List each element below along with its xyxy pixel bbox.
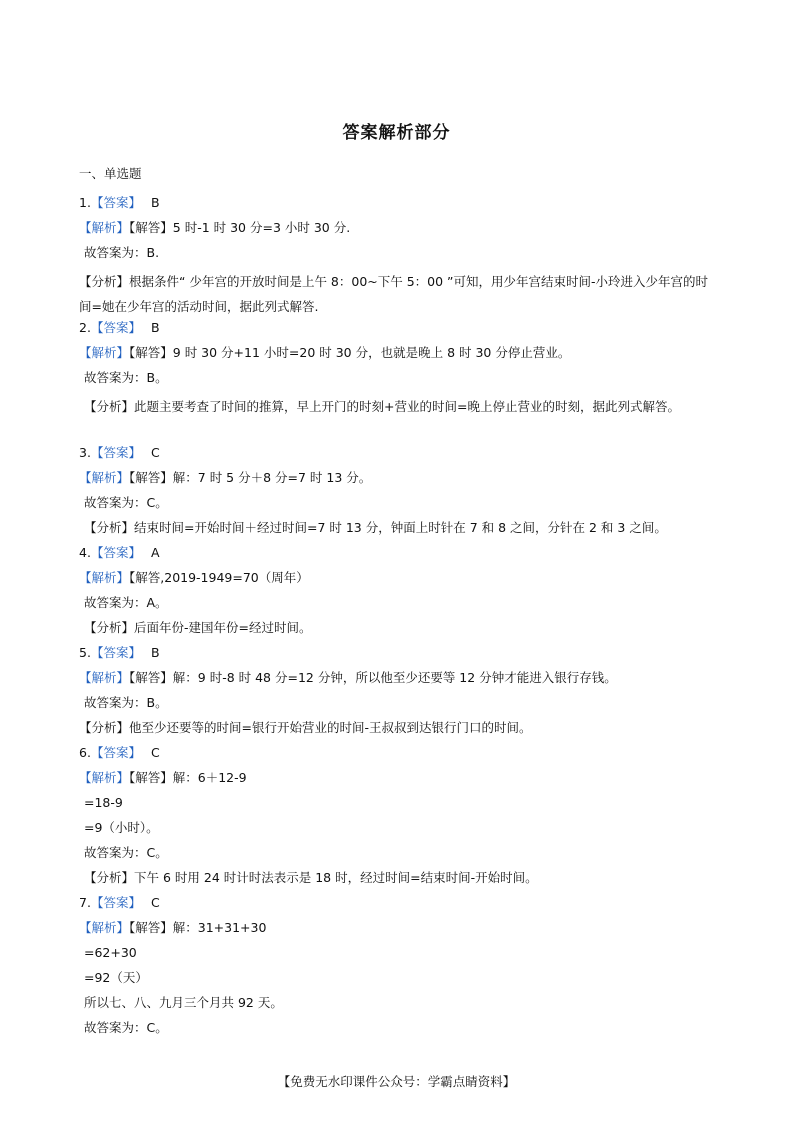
answer-line: 3.【答案】 C [79,445,160,460]
page-title: 答案解析部分 [342,123,451,143]
answer-line: 7.【答案】 C [79,895,160,910]
conclusion-line: 故答案为：A。 [84,595,168,610]
answer-line: 4.【答案】 A [79,545,160,560]
conclusion-line: 故答案为：B。 [84,370,168,385]
analysis-line: 【解析】【解答】解：9 时-8 时 48 分=12 分钟，所以他至少还要等 12 分钟才能进入银行存钱。 [79,670,617,685]
answer-line: 5.【答案】 B [79,645,160,660]
conclusion-line: 故答案为：C。 [84,845,168,860]
section-heading: 一、单选题 [79,166,142,181]
calculation-step: =9（小时）。 [84,820,159,835]
analysis-line: 【解析】【解答】9 时 30 分+11 小时=20 时 30 分，也就是晚上 8 时 30 分停止营业。 [79,345,571,360]
calculation-step: 所以七、八、九月三个月共 92 天。 [84,995,283,1010]
analysis-line: 【解析】【解答】5 时-1 时 30 分=3 小时 30 分. [79,220,351,235]
conclusion-line: 故答案为：C。 [84,1020,168,1035]
answer-line: 6.【答案】 C [79,745,160,760]
analysis-line: 【解析】【解答,2019-1949=70（周年） [79,570,309,585]
page-footer: 【免费无水印课件公众号：学霸点睛资料】 [277,1074,516,1089]
analysis-line: 【解析】【解答】解：7 时 5 分＋8 分=7 时 13 分。 [79,470,372,485]
explanation-line: 【分析】根据条件“ 少年宫的开放时间是上午 8：00~下午 5：00 ”可知，用少年宫结束时间-小玲进入少年宫的时间=她在少年宫的活动时间，据此列式解答. [79,274,709,314]
analysis-line: 【解析】【解答】解：6＋12-9 [79,770,247,785]
conclusion-line: 故答案为：C。 [84,495,168,510]
analysis-line: 【解析】【解答】解：31+31+30 [79,920,267,935]
calculation-step: =62+30 [84,945,137,960]
answer-line: 1.【答案】 B [79,195,160,210]
conclusion-line: 故答案为：B. [84,245,160,260]
answer-list [79,194,719,1044]
explanation-line: 【分析】结束时间=开始时间＋经过时间=7 时 13 分，钟面上时针在 7 和 8 之间，分针在 2 和 3 之间。 [84,520,667,535]
calculation-step: =18-9 [84,795,123,810]
explanation-line: 【分析】后面年份-建国年份=经过时间。 [84,620,312,635]
explanation-line: 【分析】他至少还要等的时间=银行开始营业的时间-王叔叔到达银行门口的时间。 [79,720,532,735]
explanation-line: 【分析】此题主要考查了时间的推算，早上开门的时刻+营业的时间=晚上停止营业的时刻，据此列式解答。 [84,399,680,414]
explanation-line: 【分析】下午 6 时用 24 时计时法表示是 18 时，经过时间=结束时间-开始时间。 [84,870,538,885]
answer-line: 2.【答案】 B [79,320,160,335]
calculation-step: =92（天） [84,970,148,985]
conclusion-line: 故答案为：B。 [84,695,168,710]
